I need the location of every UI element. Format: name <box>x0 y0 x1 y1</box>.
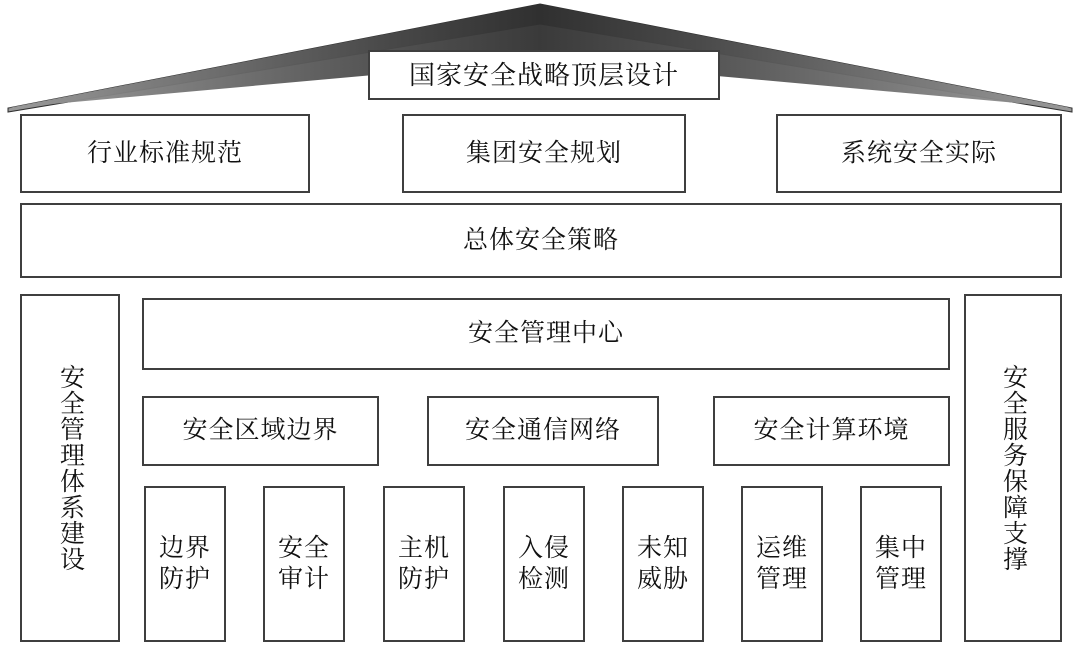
box-centralized-management-line1: 集中 <box>874 534 927 562</box>
box-security-area-boundary: 安全区域边界 <box>142 396 379 466</box>
pillar-left-label: 安全管理体系建设 <box>56 364 85 572</box>
box-group-security-plan: 集团安全规划 <box>402 114 686 193</box>
box-operations-management-line2: 管理 <box>755 565 808 593</box>
box-intrusion-detection-line2: 检测 <box>517 565 570 593</box>
box-security-audit-line2: 审计 <box>277 565 330 593</box>
box-host-protection <box>383 486 465 642</box>
box-system-security-practice: 系统安全实际 <box>776 114 1062 193</box>
box-intrusion-detection-line1: 入侵 <box>517 534 570 562</box>
box-boundary-protection <box>144 486 226 642</box>
box-unknown-threat <box>622 486 704 642</box>
box-security-audit-line1: 安全 <box>277 534 330 562</box>
pillar-service-guarantee-support <box>964 294 1062 642</box>
box-operations-management-line1: 运维 <box>755 534 808 562</box>
box-host-protection-line1: 主机 <box>397 534 450 562</box>
box-overall-security-policy: 总体安全策略 <box>20 203 1062 278</box>
box-operations-management <box>741 486 823 642</box>
box-host-protection-line2: 防护 <box>397 565 450 593</box>
pillar-management-system-construction <box>20 294 120 642</box>
box-intrusion-detection <box>503 486 585 642</box>
box-industry-standards: 行业标准规范 <box>20 114 310 193</box>
pillar-right-label: 安全服务保障支撑 <box>999 364 1028 572</box>
box-boundary-protection-line1: 边界 <box>158 534 211 562</box>
apex-label: 国家安全战略顶层设计 <box>368 50 720 100</box>
box-centralized-management-line2: 管理 <box>874 565 927 593</box>
box-unknown-threat-line2: 威胁 <box>636 565 689 593</box>
box-security-audit <box>263 486 345 642</box>
box-security-computing-environment: 安全计算环境 <box>713 396 950 466</box>
box-boundary-protection-line2: 防护 <box>158 565 211 593</box>
box-unknown-threat-line1: 未知 <box>636 534 689 562</box>
box-security-communication-network: 安全通信网络 <box>427 396 659 466</box>
box-security-management-center: 安全管理中心 <box>142 298 950 370</box>
box-centralized-management <box>860 486 942 642</box>
